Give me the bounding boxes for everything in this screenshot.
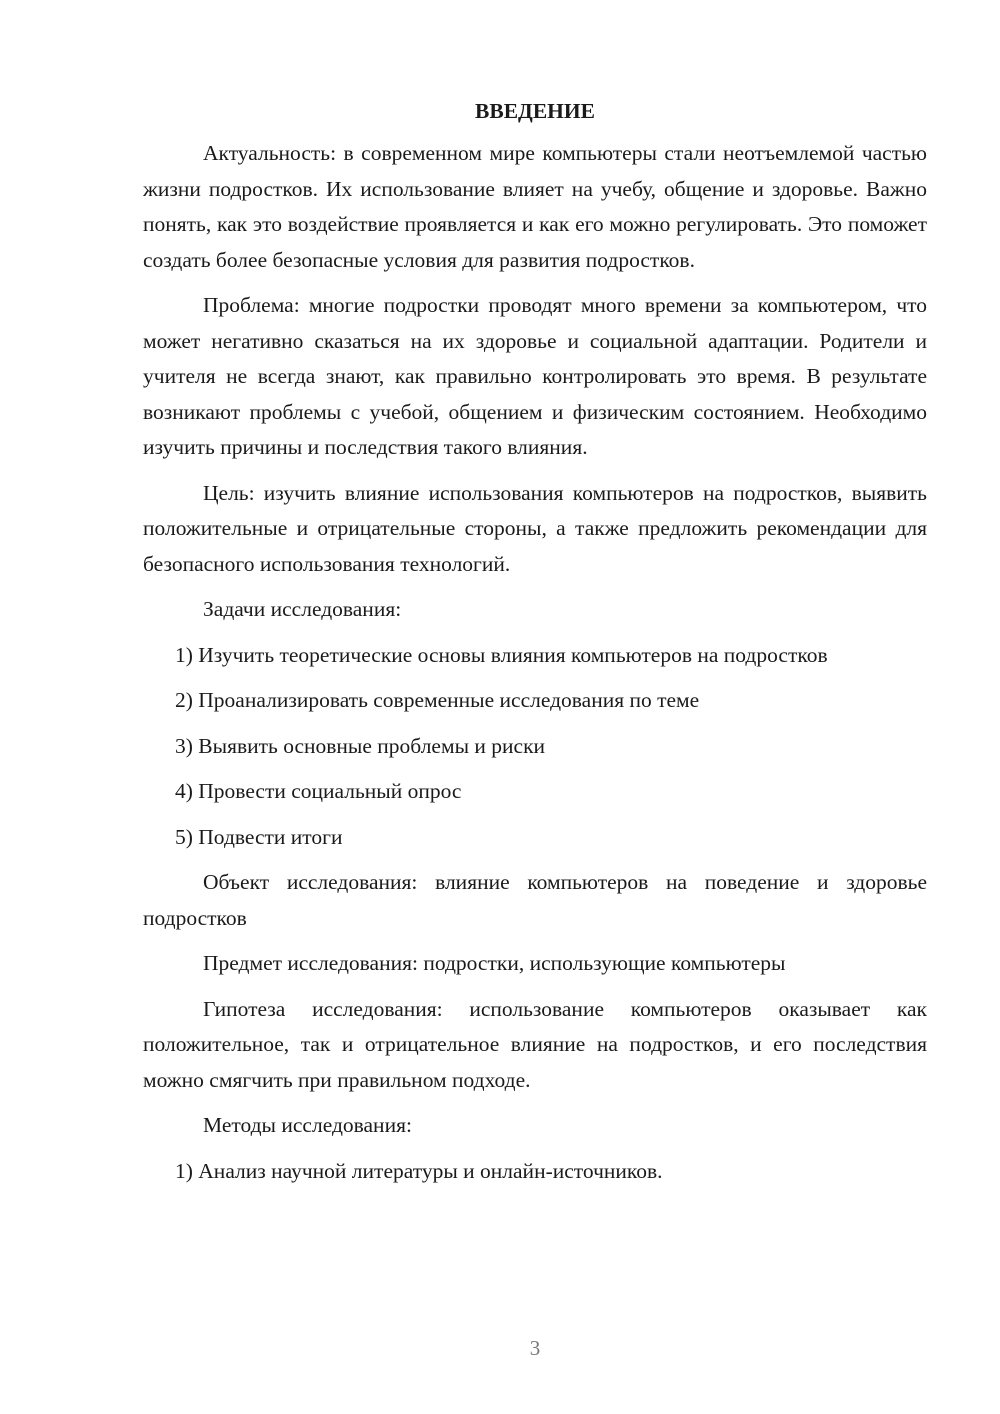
method-item-1: 1) Анализ научной литературы и онлайн-источников. [175,1158,663,1183]
paragraph-hypothesis: Гипотеза исследования: использование компьютеров оказывает как положительное, так и отрицательное влияние на подростков, и его последствия можно смягчить при правильном подходе. [143,996,927,1092]
page-number: 3 [529,1336,541,1360]
paragraph-relevance: Актуальность: в современном мире компьютеры стали неотъемлемой частью жизни подростков. Их использование влияет на учебу, общение и здоровье. Важно понять, как это воздействие проявляется и как его можно регулировать. Это поможет создать более безопасные условия для развития подростков. [143,141,927,272]
paragraph-goal: Цель: изучить влияние использования компьютеров на подростков, выявить положительные и отрицательные стороны, а также предложить рекомендации для безопасного использования технологий. [143,480,927,576]
paragraph-subject: Предмет исследования: подростки, использующие компьютеры [203,951,786,975]
task-item-1: 1) Изучить теоретические основы влияния компьютеров на подростков [175,642,828,667]
document-page [143,96,927,1199]
tasks-title: Задачи исследования: [203,597,402,621]
paragraph-object: Объект исследования: влияние компьютеров на поведение и здоровье подростков [143,870,927,930]
task-item-3: 3) Выявить основные проблемы и риски [175,733,546,758]
task-item-4: 4) Провести социальный опрос [175,779,462,803]
section-heading: ВВЕДЕНИЕ [475,99,595,123]
task-item-2: 2) Проанализировать современные исследования по теме [175,688,700,712]
methods-title: Методы исследования: [203,1113,412,1137]
paragraph-problem: Проблема: многие подростки проводят много времени за компьютером, что может негативно сказаться на их здоровье и социальной адаптации. Родители и учителя не всегда знают, как правильно контролировать это время. В результате возникают проблемы с учебой, общением и физическим состоянием. Необходимо изучить причины и последствия такого влияния. [143,293,927,459]
task-item-5: 5) Подвести итоги [175,824,343,849]
